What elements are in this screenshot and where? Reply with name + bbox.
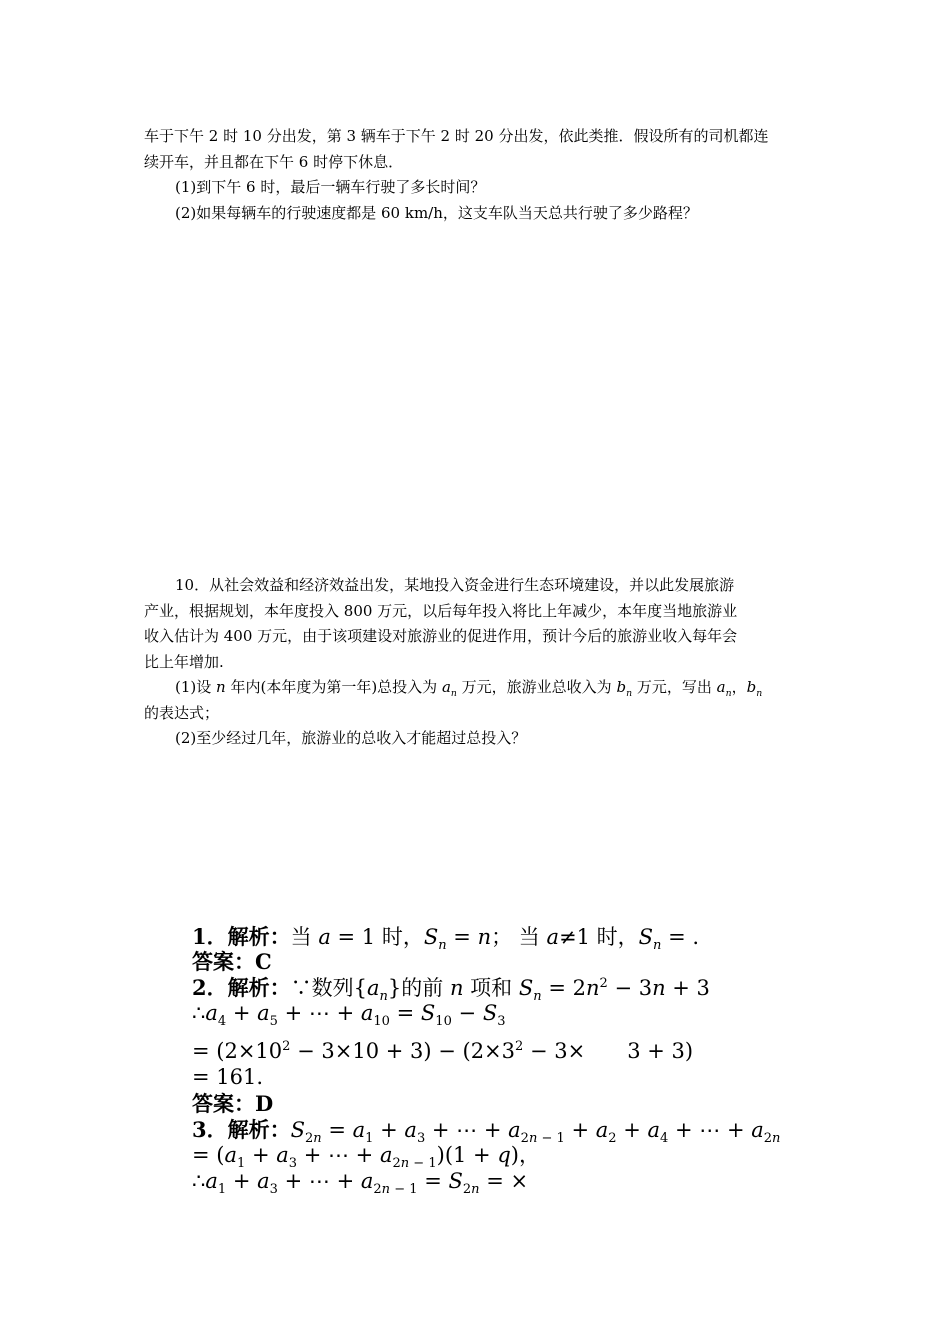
solution2-line2: $\therefore a_4 + a_5$ + ⋯ + $a_{10} = S_{10} - S_3$ <box>192 1001 506 1030</box>
problem10-question2: (2)至少经过几年，旅游业的总收入才能超过总投入？ <box>175 729 527 747</box>
problem9-question1: (1)到下午 6 时，最后一辆车行驶了多长时间？ <box>175 178 486 196</box>
solution3-line3: $\therefore a_1 + a_3$ + ⋯ + $a_{2n - 1} = S_{2n}$ = × <box>192 1169 529 1198</box>
problem10-question1-tail: 的表达式； <box>144 704 220 722</box>
solution2-line1: 2．解析：∵数列$\{a_n\}$的前 n 项和 $S_n = 2n^2 - 3n + 3$ <box>192 975 710 1005</box>
problem10-line1: 10．从社会效益和经济效益出发，某地投入资金进行生态环境建设，并以此发展旅游 <box>175 576 735 594</box>
solution3-line1: 3．解析：$S_{2n} = a_1 + a_3$ + ⋯ + $a_{2n - 1} + a_2 + a_4$ + ⋯ + $a_{2n}$ <box>192 1117 781 1147</box>
solution2-line4: = 161. <box>192 1065 264 1089</box>
solution1-line: 1．解析：当 a = 1 时，$S_n = n$； 当 a≠1 时，$S_n$ = . <box>192 924 700 954</box>
problem10-line4: 比上年增加. <box>144 653 224 671</box>
answer2: 答案：D <box>192 1091 274 1116</box>
problem10-line2: 产业，根据规划，本年度投入 800 万元，以后每年投入将比上年减少，本年度当地旅游业 <box>144 602 738 620</box>
answer1: 答案：C <box>192 949 272 974</box>
problem9-question2: (2)如果每辆车的行驶速度都是 60 km/h，这支车队当天总共行驶了多少路程？ <box>175 204 698 222</box>
problem10-question1: (1)设 n 年内(本年度为第一年)总投入为 $a_n$ 万元，旅游业总收入为 $b_n$ 万元，写出 $a_n$，$b_n$ <box>175 678 763 699</box>
solution2-line3: = $(2\times 10^2 - 3\times 10 + 3) - (2\times 3^2 - 3\times$ 3 + 3) <box>192 1039 694 1063</box>
problem9-line2: 续开车，并且都在下午 6 时停下休息． <box>144 153 404 171</box>
problem9-line1: 车于下午 2 时 10 分出发，第 3 辆车于下午 2 时 20 分出发，依此类推．假设所有的司机都连 <box>144 127 769 145</box>
solution3-line2: = ($a_1 + a_3$ + ⋯ + $a_{2n - 1})(1 + q)$， <box>192 1143 540 1172</box>
problem10-line3: 收入估计为 400 万元，由于该项建设对旅游业的促进作用，预计今后的旅游业收入每年会 <box>144 627 738 645</box>
